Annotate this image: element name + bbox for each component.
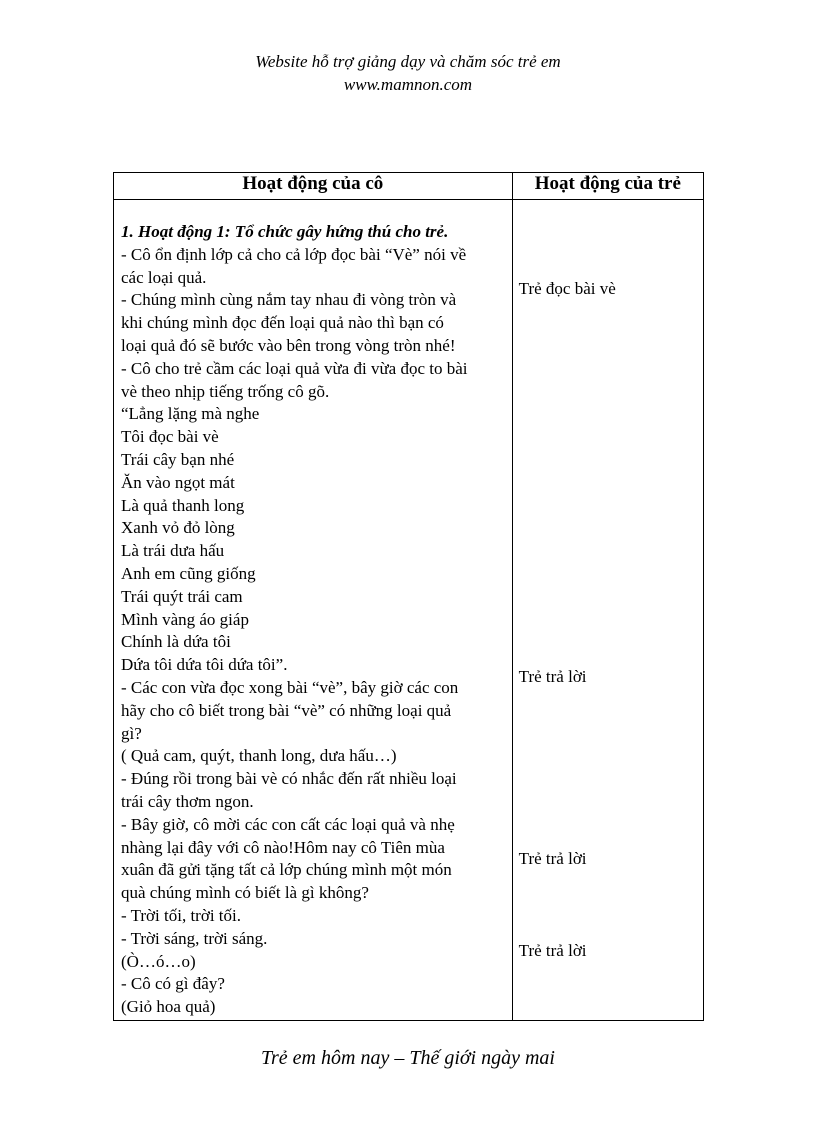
table-header-row <box>114 173 704 200</box>
text-line: loại quả đó sẽ bước vào bên trong vòng tròn nhé! <box>121 335 456 355</box>
text-line: hãy cho cô biết trong bài “vè” có những loại quả <box>121 700 452 720</box>
text-line: nhàng lại đây với cô nào!Hôm nay cô Tiên mùa <box>121 837 445 857</box>
text-line: trái cây thơm ngon. <box>121 791 254 811</box>
column-header-child: Hoạt động của trẻ <box>512 173 703 200</box>
text-line: - Trời sáng, trời sáng. <box>121 928 268 948</box>
text-line: - Cô cho trẻ cầm các loại quả vừa đi vừa đọc to bài <box>121 358 468 378</box>
text-line: xuân đã gửi tặng tất cả lớp chúng mình một món <box>121 860 452 880</box>
text-line: - Chúng mình cùng nắm tay nhau đi vòng tròn và <box>121 290 457 310</box>
text-line: (Ò…ó…o) <box>121 951 196 971</box>
header-site-url: www.mamnon.com <box>343 75 473 94</box>
activity-heading: 1. Hoạt động 1: Tổ chức gây hứng thú cho trẻ. <box>121 222 449 241</box>
header-site-title: Website hỗ trợ giảng dạy và chăm sóc trẻ em <box>255 52 561 71</box>
child-response: Trẻ trả lời <box>518 849 587 868</box>
poem-line: Trái cây bạn nhé <box>121 449 235 469</box>
text-line: vè theo nhịp tiếng trống cô gõ. <box>121 381 330 401</box>
poem-line: Chính là dứa tôi <box>121 632 231 652</box>
text-line: - Cô có gì đây? <box>121 974 225 994</box>
poem-line: Mình vàng áo giáp <box>121 609 249 629</box>
text-line: các loại quả. <box>121 267 207 287</box>
column-header-teacher: Hoạt động của cô <box>114 173 513 200</box>
poem-line: Là quả thanh long <box>121 495 245 515</box>
child-response: Trẻ trả lời <box>518 667 587 686</box>
text-line: gì? <box>121 723 142 743</box>
child-response: Trẻ trả lời <box>518 941 587 960</box>
text-line: - Đúng rồi trong bài vè có nhắc đến rất nhiều loại <box>121 769 457 789</box>
text-line: - Bây giờ, cô mời các con cất các loại quả và nhẹ <box>121 814 455 834</box>
poem-line: Dứa tôi dứa tôi dứa tôi”. <box>121 655 288 675</box>
text-line: khi chúng mình đọc đến loại quả nào thì bạn có <box>121 313 444 333</box>
text-line: - Trời tối, trời tối. <box>121 905 242 925</box>
footer-slogan: Trẻ em hôm nay – Thế giới ngày mai <box>261 1047 555 1069</box>
poem-line: Trái quýt trái cam <box>121 586 243 606</box>
poem-line: Là trái dưa hấu <box>121 541 225 561</box>
poem-line: Xanh vỏ đỏ lòng <box>121 518 235 538</box>
text-line: - Cô ổn định lớp cả cho cả lớp đọc bài “Vè” nói về <box>121 244 467 264</box>
poem-line: Ăn vào ngọt mát <box>121 472 235 492</box>
teacher-activity-cell <box>114 200 513 1021</box>
text-line: quà chúng mình có biết là gì không? <box>121 883 369 903</box>
poem-line: “Lẳng lặng mà nghe <box>121 404 260 424</box>
child-activity-cell <box>512 200 703 1021</box>
table-body-row <box>114 200 704 1021</box>
poem-line: Anh em cũng giống <box>121 563 256 583</box>
text-line: - Các con vừa đọc xong bài “vè”, bây giờ các con <box>121 677 459 697</box>
child-response: Trẻ đọc bài vè <box>518 279 616 298</box>
poem-line: Tôi đọc bài vè <box>121 427 219 447</box>
text-line: ( Quả cam, quýt, thanh long, dưa hấu…) <box>121 746 397 766</box>
text-line: (Giỏ hoa quả) <box>121 997 216 1017</box>
activity-table <box>113 172 704 1021</box>
